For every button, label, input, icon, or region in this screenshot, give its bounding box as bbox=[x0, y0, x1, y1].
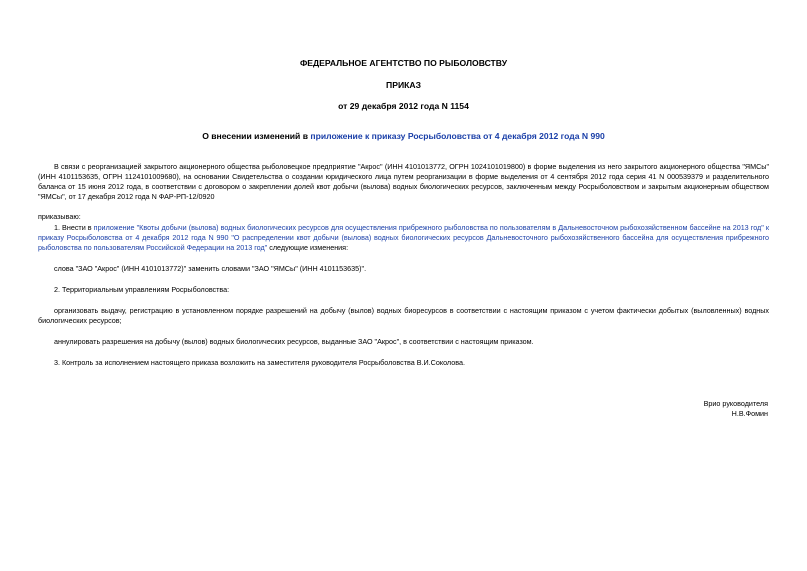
doc-title-link[interactable]: приложение к приказу Росрыболовства от 4 декабря 2012 года N 990 bbox=[310, 131, 605, 141]
doc-title bbox=[0, 131, 807, 141]
item-1-paragraph bbox=[38, 223, 769, 253]
doc-type-heading: ПРИКАЗ bbox=[386, 80, 421, 90]
item-2a-paragraph: организовать выдачу, регистрацию в установленном порядке разрешений на добычу (вылов) водных биоресурсов в соответствии с настоящим приказом с учетом фактически добытых (выловленных) водных биологических ресурсов; bbox=[38, 306, 769, 325]
signature-name: Н.В.Фомин bbox=[731, 409, 768, 418]
replace-paragraph: слова "ЗАО "Акрос" (ИНН 4101013772)" заменить словами "ЗАО "ЯМСы" (ИНН 4101153635)". bbox=[54, 264, 367, 273]
doc-title-prefix: О внесении изменений в bbox=[202, 131, 311, 141]
signature-position: Врио руководителя bbox=[703, 399, 768, 408]
intro-paragraph: В связи с реорганизацией закрытого акционерного общества рыболовецкое предприятие "Акрос" (ИНН 4101013772, ОГРН 1024101019800) в форме выделения из него закрытого акционерного общества "ЯМСы" (ИНН 4101153635, ОГРН 1124101009680), на основании Свидетельства о создании юридического лица путем реорганизации в форме выделения от 4 сентября 2012 года серия 41 N 000539379 и разделительного баланса от 15 июня 2012 года, в соответствии с договором о закреплении долей квот добычи (вылова) водных биологических ресурсов, заключенным между Росрыболовством и закрытым акционерным обществом "ЯМСы", от 17 декабря 2012 года N ФАР-РП-12/0920 bbox=[38, 162, 769, 201]
item-3-paragraph: 3. Контроль за исполнением настоящего приказа возложить на заместителя руководителя Росрыболовства В.И.Соколова. bbox=[54, 358, 465, 367]
doc-date-number: от 29 декабря 2012 года N 1154 bbox=[338, 101, 469, 111]
item-2-paragraph: 2. Территориальным управлениям Росрыболовства: bbox=[54, 285, 230, 294]
agency-heading: ФЕДЕРАЛЬНОЕ АГЕНТСТВО ПО РЫБОЛОВСТВУ bbox=[299, 58, 508, 68]
order-word: приказываю: bbox=[38, 212, 81, 221]
item-1-prefix: 1. Внести в bbox=[54, 223, 94, 232]
item-2b-paragraph: аннулировать разрешения на добычу (вылов) водных биологических ресурсов, выданные ЗАО "Акрос", в соответствии с настоящим приказом. bbox=[54, 337, 534, 346]
item-1-suffix: следующие изменения: bbox=[267, 243, 349, 252]
item-1-link[interactable]: приложение "Квоты добычи (вылова) водных биологических ресурсов для осуществления прибрежного рыболовства по пользователям в Дальневосточном рыбохозяйственном бассейне на 2013 год" к приказу Росрыболовства от 4 декабря 2012 года N 990 "О распределении квот добычи (вылова) водных биологических ресурсов Дальневосточного рыбохозяйственного бассейна для осуществления прибрежного рыболовства по пользователям Российской Федерации на 2013 год" bbox=[38, 223, 769, 252]
